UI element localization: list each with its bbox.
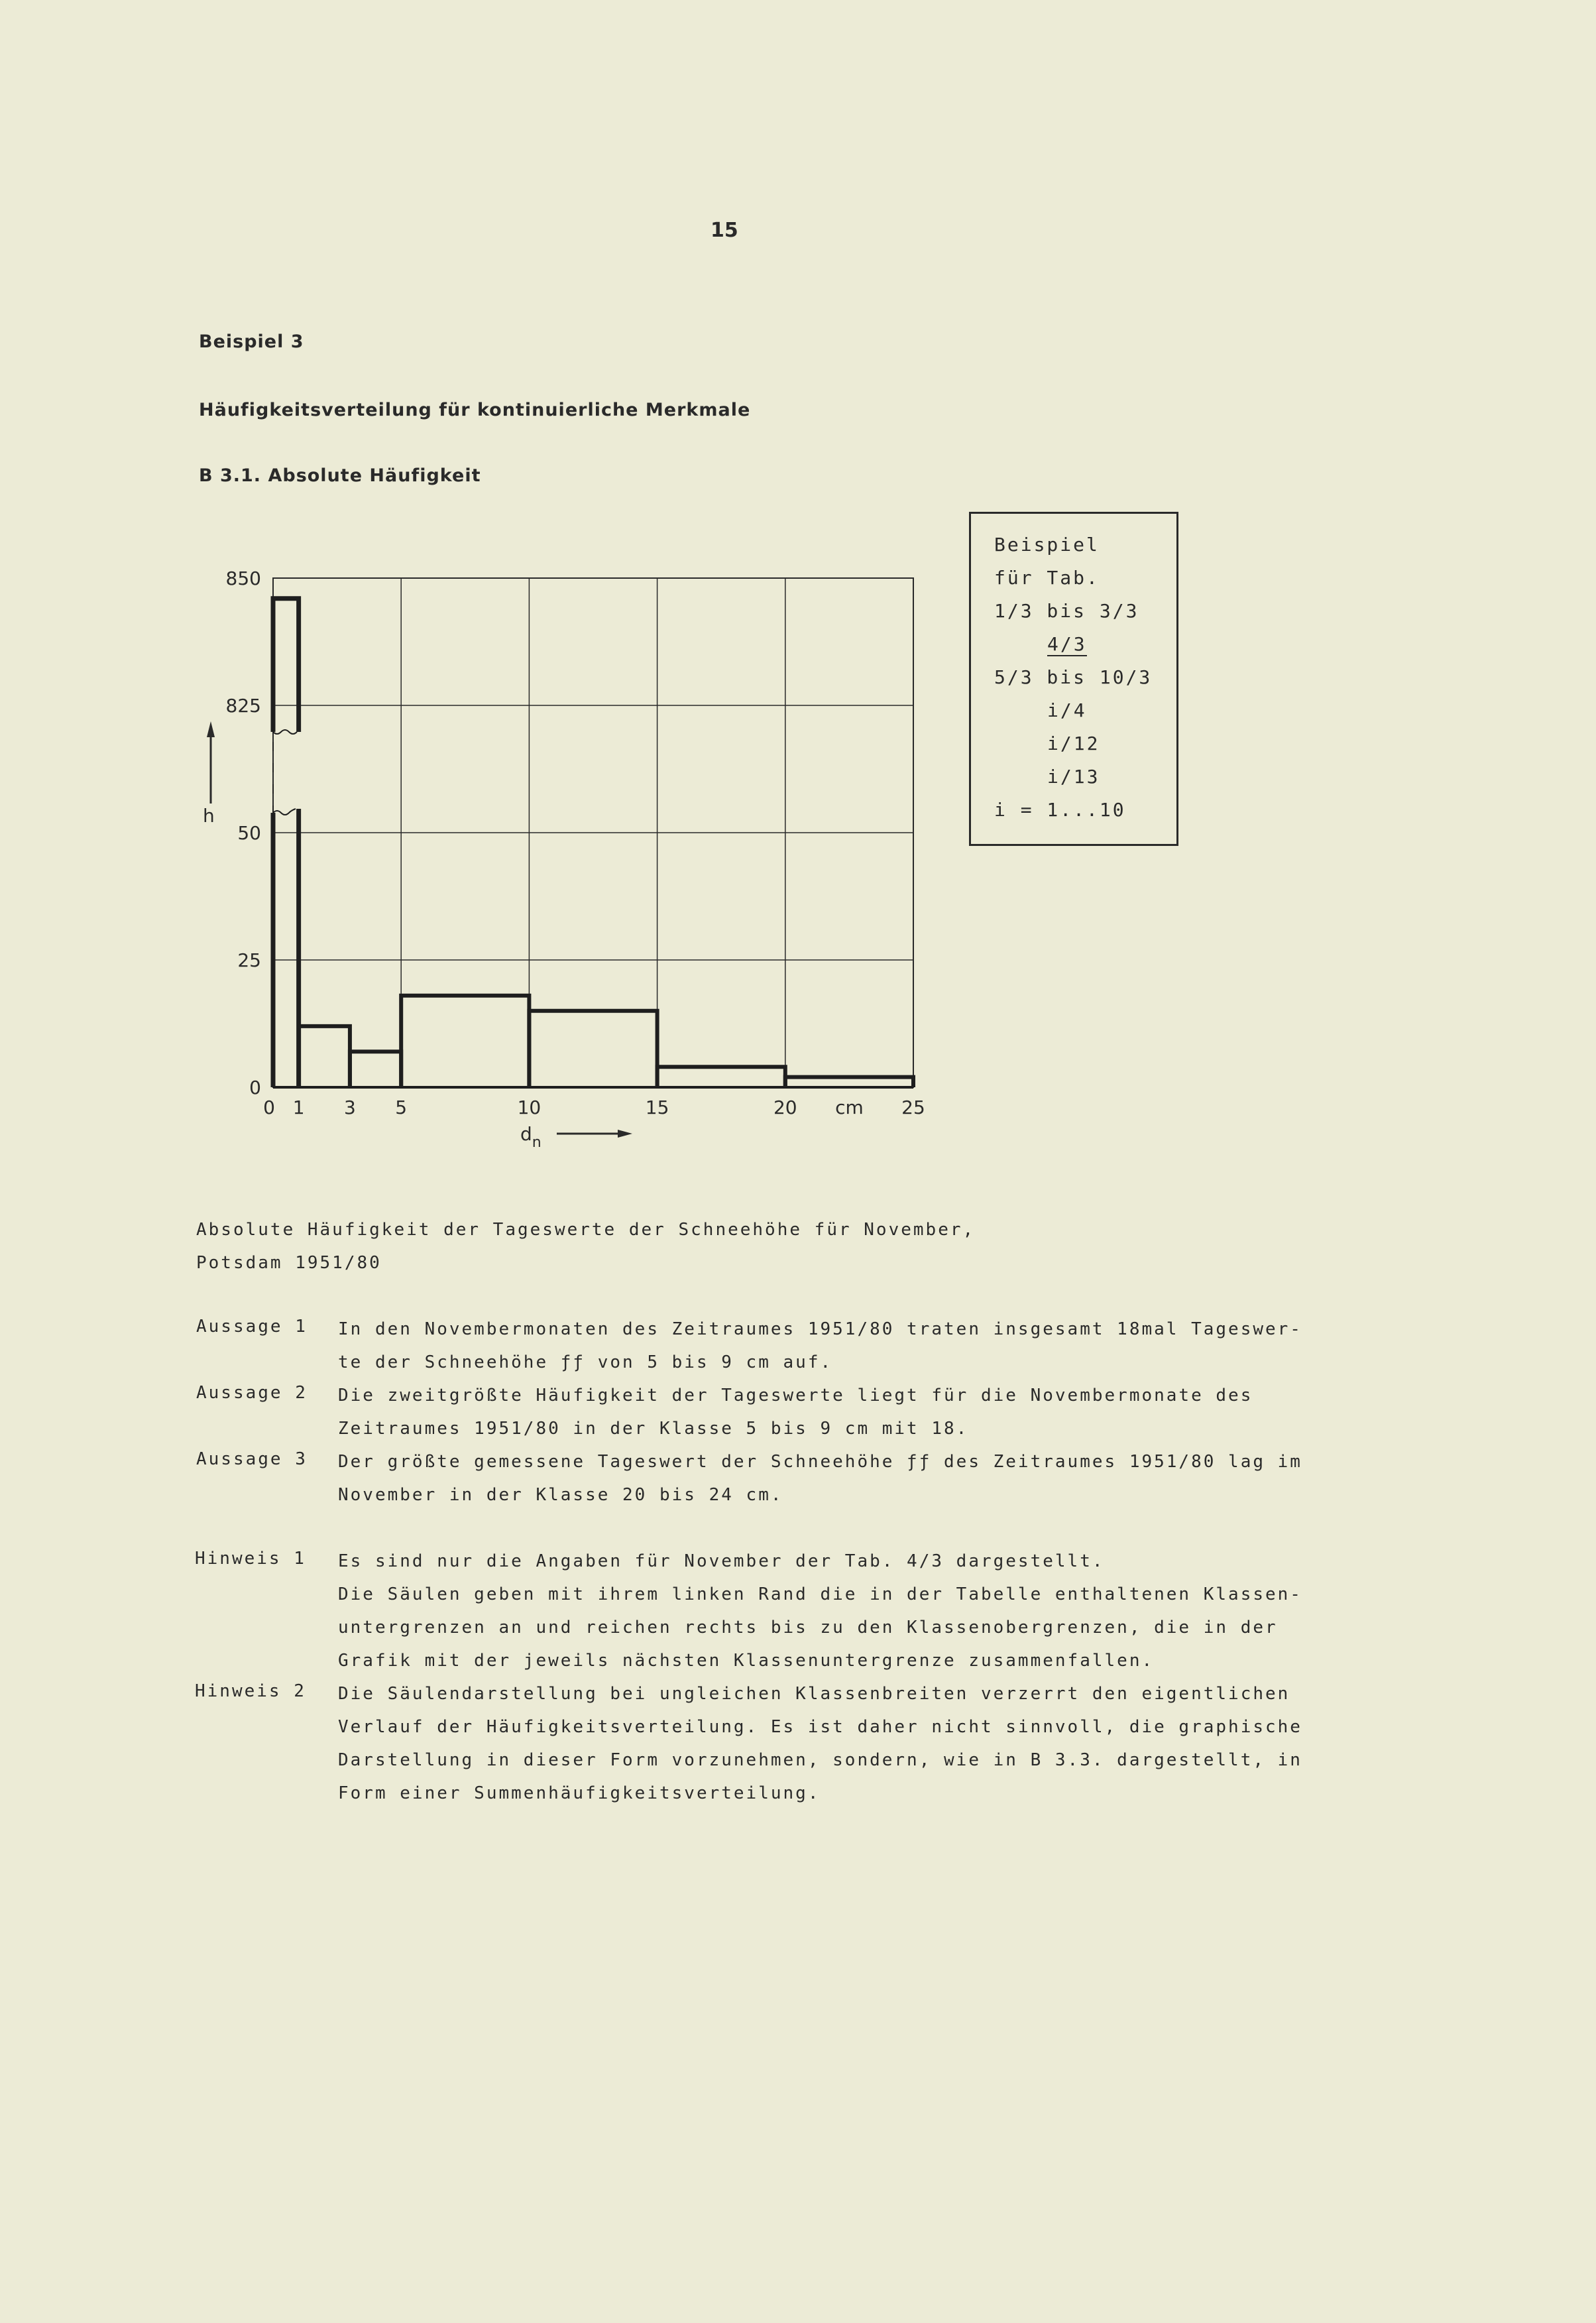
x-tick-label: 25 — [901, 1097, 925, 1118]
y-axis-title — [203, 721, 215, 827]
note-text: Die Säulendarstellung bei ungleichen Klassenbreiten verzerrt den eigentlichen — [338, 1684, 1290, 1704]
note-text: untergrenzen an und reichen rechts bis zu den Klassenobergrenzen, die in der — [338, 1618, 1278, 1638]
note-text: Form einer Summenhäufigkeitsverteilung. — [338, 1783, 821, 1803]
page-number: 15 — [711, 219, 738, 242]
histogram-bar — [657, 1067, 785, 1087]
chart-bars — [273, 599, 913, 1087]
statement-label: Aussage 1 — [196, 1317, 308, 1337]
reference-line: i = 1...10 — [994, 799, 1126, 821]
chart-tick-labels — [226, 567, 925, 1118]
histogram-bar — [401, 996, 529, 1087]
statement-text: In den Novembermonaten des Zeitraumes 1951/80 traten insgesamt 18mal Tageswer- — [338, 1319, 1302, 1339]
histogram-bar — [273, 809, 299, 1087]
x-tick-label: 3 — [344, 1097, 356, 1118]
y-tick-label: 25 — [237, 949, 261, 971]
statement-text: te der Schneehöhe ƒƒ von 5 bis 9 cm auf. — [338, 1352, 833, 1372]
reference-line: i/13 — [1047, 766, 1100, 788]
reference-line: i/12 — [1047, 733, 1100, 754]
reference-line: i/4 — [1047, 699, 1087, 721]
reference-line: Beispiel — [994, 534, 1100, 556]
y-tick-label: 0 — [249, 1077, 261, 1099]
x-tick-label: 15 — [645, 1097, 669, 1118]
reference-line: für Tab. — [994, 567, 1100, 589]
statement-text: Die zweitgrößte Häufigkeit der Tageswerte liegt für die Novembermonate des — [338, 1386, 1253, 1405]
note-text: Die Säulen geben mit ihrem linken Rand die in der Tabelle enthaltenen Klassen- — [338, 1584, 1302, 1604]
reference-line: 4/3 — [1047, 633, 1087, 655]
y-axis-label: h — [203, 805, 215, 827]
main-heading: Häufigkeitsverteilung für kontinuierliche Merkmale — [199, 400, 751, 420]
note-text: Darstellung in dieser Form vorzunehmen, sondern, wie in B 3.3. dargestellt, in — [338, 1750, 1302, 1770]
x-axis-label: $d_n$ — [520, 1123, 542, 1151]
x-tick-label: 1 — [292, 1097, 305, 1118]
statement-text: Zeitraumes 1951/80 in der Klasse 5 bis 9 cm mit 18. — [338, 1419, 969, 1439]
statement-text: November in der Klasse 20 bis 24 cm. — [338, 1485, 783, 1505]
figure-caption-line1: Absolute Häufigkeit der Tageswerte der Schneehöhe für November, — [196, 1220, 976, 1240]
reference-line: 1/3 bis 3/3 — [994, 600, 1139, 622]
histogram-bar — [350, 1051, 401, 1087]
reference-line: 5/3 bis 10/3 — [994, 666, 1153, 688]
histogram-bar — [273, 599, 299, 732]
x-tick-label: 20 — [773, 1097, 797, 1118]
note-label: Hinweis 2 — [195, 1681, 306, 1701]
reference-box — [969, 512, 1178, 846]
note-text: Grafik mit der jeweils nächsten Klassenuntergrenze zusammenfallen. — [338, 1651, 1155, 1671]
axis-break-mark — [273, 730, 297, 734]
note-text: Verlauf der Häufigkeitsverteilung. Es ist daher nicht sinnvoll, die graphische — [338, 1717, 1302, 1737]
x-tick-label: 5 — [395, 1097, 408, 1118]
x-axis-title — [520, 1123, 632, 1151]
sub-heading: B 3.1. Absolute Häufigkeit — [199, 465, 481, 486]
x-tick-label: 10 — [517, 1097, 542, 1118]
y-tick-label: 50 — [237, 822, 261, 844]
note-text: Es sind nur die Angaben für November der Tab. 4/3 dargestellt. — [338, 1551, 1105, 1571]
figure-caption-line2: Potsdam 1951/80 — [196, 1253, 382, 1273]
statement-text: Der größte gemessene Tageswert der Schneehöhe ƒƒ des Zeitraumes 1951/80 lag im — [338, 1452, 1302, 1472]
note-label: Hinweis 1 — [195, 1549, 306, 1569]
histogram-chart — [199, 557, 941, 1154]
x-tick-label: cm — [835, 1097, 864, 1118]
statement-label: Aussage 2 — [196, 1383, 308, 1403]
statement-label: Aussage 3 — [196, 1449, 308, 1469]
histogram-bar — [299, 1026, 350, 1087]
histogram-bar — [529, 1011, 657, 1087]
axis-break-mark — [273, 809, 296, 815]
example-heading: Beispiel 3 — [199, 331, 304, 352]
y-tick-label: 825 — [225, 695, 261, 717]
histogram-bar — [785, 1077, 913, 1087]
x-tick-label: 0 — [263, 1097, 275, 1118]
y-tick-label: 850 — [225, 567, 261, 589]
